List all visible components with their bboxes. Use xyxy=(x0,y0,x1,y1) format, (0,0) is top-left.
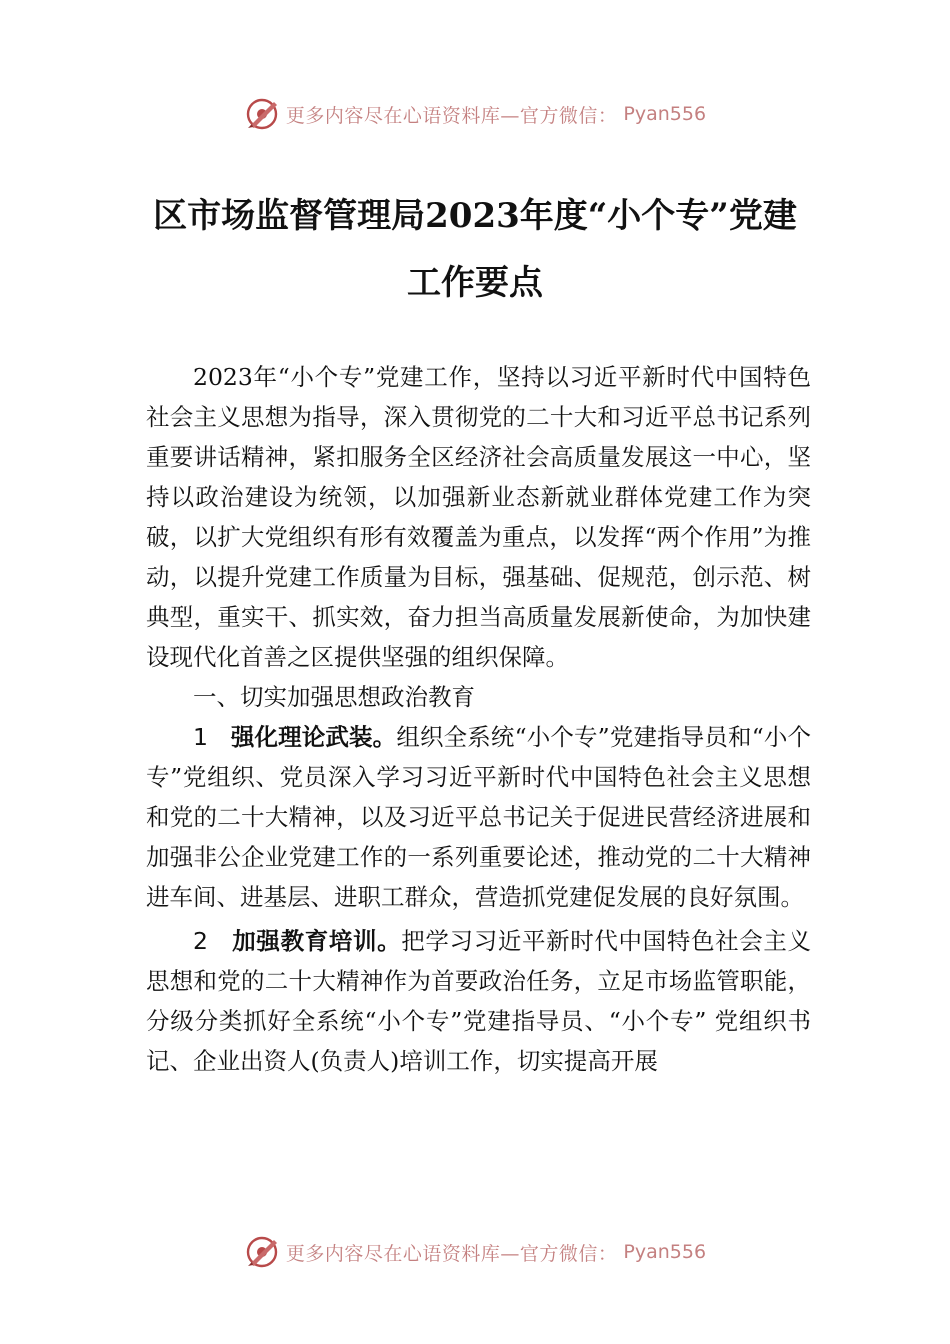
watermark-wechat-id: Pyan556 xyxy=(623,1241,707,1263)
item-number: 2 xyxy=(193,927,208,955)
section-heading: 一、切实加强思想政治教育 xyxy=(193,683,475,711)
document-body xyxy=(146,357,811,1081)
watermark-text: 更多内容尽在心语资料库—官方微信： xyxy=(285,1242,618,1265)
watermark-wechat-id: Pyan556 xyxy=(623,103,707,125)
watermark-header xyxy=(0,94,950,134)
list-item xyxy=(146,717,811,917)
watermark-text: 更多内容尽在心语资料库—官方微信： xyxy=(285,104,618,127)
item-text: 组织全系统“小个专”党建指导员和“小个专”党组织、党员深入学习习近平新时代中国特色社会主义思想和党的二十大精神，以及习近平总书记关于促进民营经济进展和加强非公企业党建工作的一系列重要论述，推动党的二十大精神进车间、进基层、进职工群众，营造抓党建促发展的良好氛围。 xyxy=(146,723,812,911)
item-title: 加强教育培训。 xyxy=(232,927,402,955)
item-text: 把学习习近平新时代中国特色社会主义思想和党的二十大精神作为首要政治任务，立足市场监管职能，分级分类抓好全系统“小个专”党建指导员、“小个专” 党组织书记、企业出资人(负责人)培训工作，切实提高开展 xyxy=(146,927,812,1075)
list-item xyxy=(146,921,811,1081)
watermark-footer xyxy=(0,1232,950,1272)
intro-paragraph: 2023年“小个专”党建工作，坚持以习近平新时代中国特色社会主义思想为指导，深入贯彻党的二十大和习近平总书记系列重要讲话精神，紧扣服务全区经济社会高质量发展这一中心，坚持以政治建设为统领，以加强新业态新就业群体党建工作为突破，以扩大党组织有形有效覆盖为重点，以发挥“两个作用”为推动，以提升党建工作质量为目标，强基础、促规范，创示范、树典型，重实干、抓实效，奋力担当高质量发展新使命，为加快建设现代化首善之区提供坚强的组织保障。 xyxy=(146,363,811,671)
document-title-line-2: 工作要点 xyxy=(407,263,543,303)
item-number: 1 xyxy=(193,723,208,751)
quill-logo-icon xyxy=(244,96,280,132)
document-title-line-1: 区市场监督管理局2023年度“小个专”党建 xyxy=(153,196,797,236)
quill-logo-icon xyxy=(244,1234,280,1270)
item-title: 强化理论武装。 xyxy=(230,723,397,751)
